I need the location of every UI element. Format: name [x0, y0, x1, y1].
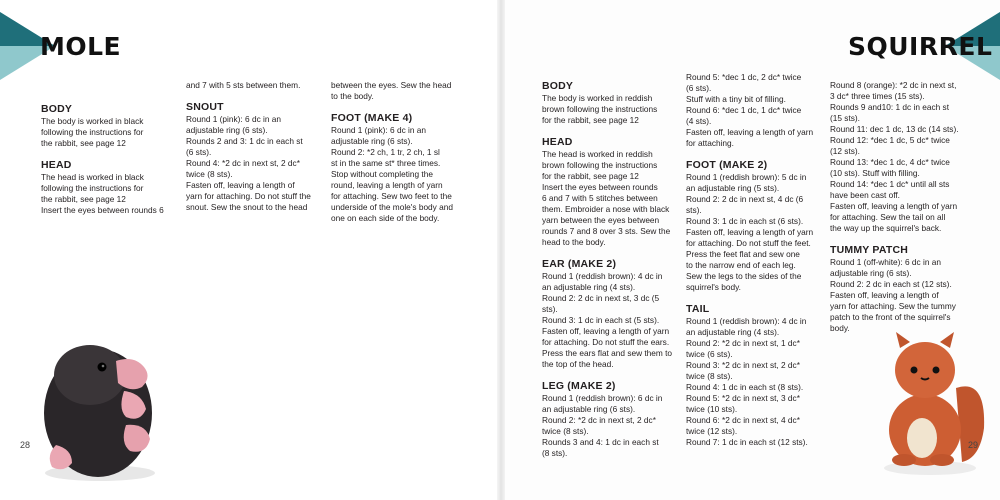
instruction-line: for attaching. Sew two feet to the	[331, 191, 452, 201]
instruction-line: Round 1 (reddish brown): 4 dc in	[542, 271, 663, 281]
instruction-line: The head is worked in black	[41, 172, 144, 182]
instruction-line: snout. Sew the snout to the head	[186, 202, 308, 212]
section-gap	[830, 234, 970, 244]
book-gutter	[497, 0, 505, 500]
instruction-line: Fasten off, leaving a length of yarn	[686, 227, 814, 237]
instruction-line: Round 12: *dec 1 dc, 5 dc* twice	[830, 135, 950, 145]
instruction-line: Fasten off, leaving a length of	[186, 180, 295, 190]
section-gap	[186, 91, 326, 101]
section-heading: LEG (MAKE 2)	[542, 380, 616, 392]
instruction-line: Insert the eyes between rounds 6	[41, 205, 164, 215]
instruction-line: one on each side of the body.	[331, 213, 440, 223]
instruction-line: following the instructions for	[41, 183, 144, 193]
instruction-line: Round 1 (reddish brown): 6 dc in	[542, 393, 663, 403]
instruction-line: following the instructions for	[41, 127, 144, 137]
instruction-line: The head is worked in reddish	[542, 149, 653, 159]
instruction-column-3	[830, 80, 970, 334]
instruction-line: 3 dc* three times (15 sts).	[830, 91, 925, 101]
page-number: 29	[968, 440, 979, 450]
instruction-line: brown following the instructions	[542, 160, 658, 170]
instruction-line: for attaching. Do not stuff the feet.	[686, 238, 811, 248]
section-heading: TAIL	[686, 303, 710, 315]
instruction-line: twice (8 sts).	[542, 426, 589, 436]
instruction-line: (6 sts).	[186, 147, 212, 157]
mole-amigurumi-photo	[20, 295, 190, 495]
instruction-line: Round 2: *2 dc in next st, 2 dc*	[542, 415, 656, 425]
instruction-line: adjustable ring (6 sts).	[830, 268, 912, 278]
section-heading: TUMMY PATCH	[830, 244, 909, 256]
section-gap	[331, 102, 471, 112]
instruction-line: The body is worked in reddish	[542, 93, 653, 103]
instruction-line: rounds 7 and 8 over 3 sts. Sew the	[542, 226, 671, 236]
instruction-line: for attaching.	[686, 138, 734, 148]
instruction-line: head to the body.	[542, 237, 606, 247]
instruction-line: for attaching. Do not stuff the ears.	[542, 337, 670, 347]
instruction-line: an adjustable ring (5 sts).	[686, 183, 780, 193]
instruction-line: Round 6: *2 dc in next st, 4 dc*	[686, 415, 800, 425]
squirrel-amigurumi-photo	[870, 318, 990, 478]
page-title-squirrel: SQUIRREL	[848, 32, 993, 61]
instruction-line: (8 sts).	[542, 448, 568, 458]
section-heading: BODY	[542, 80, 574, 92]
instruction-line: for attaching. Sew the tail on all	[830, 212, 946, 222]
instruction-line: Fasten off, leaving a length of	[830, 290, 939, 300]
instruction-line: between the eyes. Sew the head	[331, 80, 452, 90]
instruction-line: Fasten off, leaving a length of yarn	[686, 127, 814, 137]
instruction-line: to the body.	[331, 91, 374, 101]
section-heading: SNOUT	[186, 101, 224, 113]
instruction-line: Round 7: 1 dc in each st (12 sts).	[686, 437, 808, 447]
instruction-line: squirrel's body.	[686, 282, 741, 292]
instruction-line: yarn between the eyes between	[542, 215, 660, 225]
instruction-line: adjustable ring (6 sts).	[331, 136, 413, 146]
instruction-line: Fasten off, leaving a length of yarn	[830, 201, 958, 211]
instruction-line: twice (10 sts).	[686, 404, 738, 414]
instruction-line: Stop without completing the	[331, 169, 433, 179]
instruction-line: the rabbit, see page 12	[41, 194, 126, 204]
instruction-line: Round 1 (reddish brown): 5 dc in	[686, 172, 807, 182]
instruction-line: Round 2: 2 dc in each st (12 sts).	[830, 279, 952, 289]
instruction-line: for the rabbit, see page 12	[542, 171, 639, 181]
instruction-line: patch to the front of the squirrel's	[830, 312, 951, 322]
section-gap	[542, 126, 680, 136]
section-gap	[41, 149, 176, 159]
instruction-line: Round 3: 1 dc in each st (6 sts).	[686, 216, 804, 226]
instruction-line: Sew the legs to the sides of the	[686, 271, 802, 281]
instruction-line: sts).	[686, 205, 702, 215]
section-heading: FOOT (MAKE 2)	[686, 159, 768, 171]
instruction-line: round, leaving a length of yarn	[331, 180, 443, 190]
instruction-line: Press the feet flat and sew one	[686, 249, 800, 259]
instruction-line: Round 2: *2 ch, 1 tr, 2 ch, 1 sl	[331, 147, 440, 157]
instruction-line: 6 and 7 with 5 stitches between	[542, 193, 658, 203]
instruction-line: Round 5: *dec 1 dc, 2 dc* twice	[686, 72, 802, 82]
instruction-line: the way up the squirrel's back.	[830, 223, 942, 233]
instruction-line: underside of the mole's body and	[331, 202, 453, 212]
section-gap	[542, 370, 680, 380]
instruction-line: twice (12 sts).	[686, 426, 738, 436]
section-heading: HEAD	[41, 159, 72, 171]
instruction-line: Round 14: *dec 1 dc* until all sts	[830, 179, 950, 189]
instruction-line: an adjustable ring (6 sts).	[542, 404, 636, 414]
instruction-column-1	[41, 103, 176, 216]
instruction-line: twice (6 sts).	[686, 349, 733, 359]
instruction-line: Round 2: 2 dc in next st, 4 dc (6	[686, 194, 804, 204]
instruction-line: Round 2: *2 dc in next st, 1 dc*	[686, 338, 800, 348]
instruction-line: to the narrow end of each leg.	[686, 260, 796, 270]
instruction-line: twice (8 sts).	[686, 371, 733, 381]
instruction-line: Rounds 2 and 3: 1 dc in each st	[186, 136, 303, 146]
instruction-line: adjustable ring (6 sts).	[186, 125, 268, 135]
instruction-line: Round 5: *2 dc in next st, 3 dc*	[686, 393, 800, 403]
section-gap	[542, 248, 680, 258]
section-heading: HEAD	[542, 136, 573, 148]
instruction-line: Round 6: *dec 1 dc, 1 dc* twice	[686, 105, 802, 115]
instruction-line: (6 sts).	[686, 83, 712, 93]
instruction-line: Round 2: 2 dc in next st, 3 dc (5	[542, 293, 660, 303]
instruction-line: st in the same st* three times.	[331, 158, 441, 168]
instruction-line: Round 1 (off-white): 6 dc in an	[830, 257, 941, 267]
instruction-line: and 7 with 5 sts between them.	[186, 80, 301, 90]
instruction-line: have been cast off.	[830, 190, 900, 200]
instruction-line: Round 8 (orange): *2 dc in next st,	[830, 80, 957, 90]
instruction-line: an adjustable ring (4 sts).	[686, 327, 780, 337]
instruction-line: Round 11: dec 1 dc, 13 dc (14 sts).	[830, 124, 959, 134]
instruction-line: (15 sts).	[830, 113, 860, 123]
instruction-line: Rounds 9 and10: 1 dc in each st	[830, 102, 950, 112]
instruction-line: yarn for attaching. Sew the tummy	[830, 301, 956, 311]
instruction-line: (12 sts).	[830, 146, 860, 156]
instruction-line: Round 3: 1 dc in each st (5 sts).	[542, 315, 660, 325]
instruction-line: (10 sts). Stuff with filling.	[830, 168, 920, 178]
instruction-line: Rounds 3 and 4: 1 dc in each st	[542, 437, 659, 447]
section-heading: BODY	[41, 103, 73, 115]
instruction-line: Round 3: *2 dc in next st, 2 dc*	[686, 360, 800, 370]
page-number: 28	[20, 440, 31, 450]
instruction-line: them. Embroider a nose with black	[542, 204, 670, 214]
instruction-line: Round 13: *dec 1 dc, 4 dc* twice	[830, 157, 950, 167]
instruction-line: The body is worked in black	[41, 116, 144, 126]
instruction-line: Round 4: 1 dc in each st (8 sts).	[686, 382, 804, 392]
instruction-line: brown following the instructions	[542, 104, 658, 114]
instruction-line: Round 4: *2 dc in next st, 2 dc*	[186, 158, 300, 168]
instruction-line: Insert the eyes between rounds	[542, 182, 658, 192]
section-heading: EAR (MAKE 2)	[542, 258, 617, 270]
instruction-line: an adjustable ring (4 sts).	[542, 282, 636, 292]
instruction-line: Round 1 (pink): 6 dc in an	[186, 114, 282, 124]
instruction-line: twice (8 sts).	[186, 169, 233, 179]
instruction-column-3	[331, 80, 471, 224]
section-gap	[686, 149, 826, 159]
instruction-line: Round 1 (pink): 6 dc in an	[331, 125, 427, 135]
section-heading: FOOT (MAKE 4)	[331, 112, 413, 124]
section-gap	[686, 293, 826, 303]
instruction-line: yarn for attaching. Do not stuff the	[186, 191, 311, 201]
page-title-mole: MOLE	[40, 32, 122, 61]
instruction-line: Press the ears flat and sew them to	[542, 348, 673, 358]
instruction-line: the rabbit, see page 12	[41, 138, 126, 148]
instruction-line: (4 sts).	[686, 116, 712, 126]
instruction-line: Stuff with a tiny bit of filling.	[686, 94, 786, 104]
instruction-column-1	[542, 80, 680, 459]
instruction-column-2	[186, 80, 326, 213]
instruction-line: Round 1 (reddish brown): 4 dc in	[686, 316, 807, 326]
instruction-line: body.	[830, 323, 850, 333]
instruction-line: for the rabbit, see page 12	[542, 115, 639, 125]
instruction-line: sts).	[542, 304, 558, 314]
instruction-column-2	[686, 72, 826, 448]
right-page	[500, 0, 1000, 500]
instruction-line: Fasten off, leaving a length of yarn	[542, 326, 670, 336]
instruction-line: the top of the head.	[542, 359, 614, 369]
